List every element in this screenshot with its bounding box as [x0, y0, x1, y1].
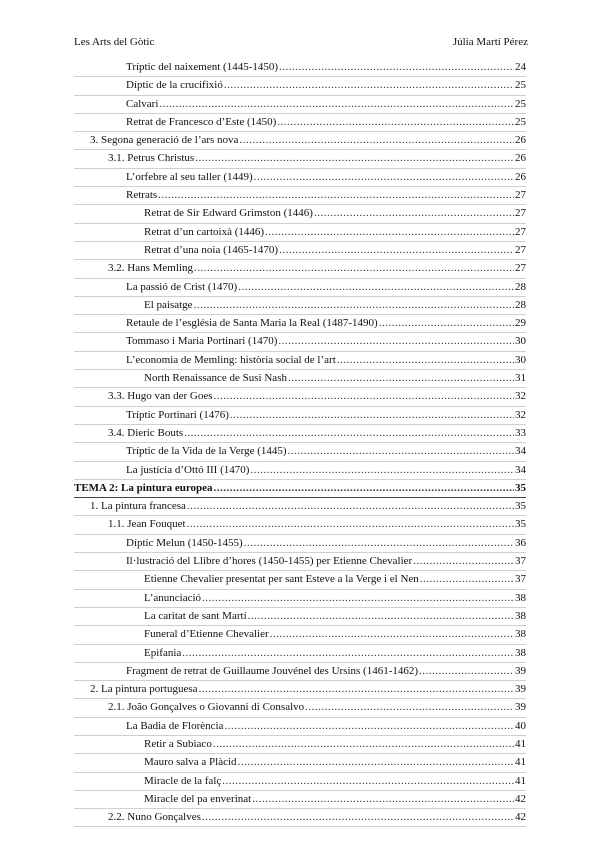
toc-entry-title: Epifania	[144, 646, 182, 659]
toc-entry-title: Tríptic de la Vida de la Verge (1445)	[126, 445, 287, 458]
toc-dot-leader	[230, 407, 514, 424]
toc-page-number: 30	[515, 335, 526, 348]
toc-entry-title: Etienne Chevalier presentat per sant Esteve a la Verge i el Nen	[144, 573, 419, 586]
toc-entry-title: Retir a Subiaco	[144, 737, 212, 750]
toc-dot-leader	[187, 516, 514, 533]
toc-entry-title: L’orfebre al seu taller (1449)	[126, 170, 253, 183]
toc-page-number: 33	[515, 426, 526, 439]
toc-entry-title: La Badia de Florència	[126, 719, 224, 732]
toc-entry-title: Díptic de la crucifixió	[126, 79, 223, 92]
toc-entry-title: La caritat de sant Martí	[144, 609, 247, 622]
toc-page-number: 39	[515, 683, 526, 696]
toc-entry[interactable]	[74, 553, 526, 571]
toc-entry-title: La passió de Crist (1470)	[126, 280, 238, 293]
toc-entry[interactable]	[74, 150, 526, 168]
toc-page-number: 27	[515, 207, 526, 220]
toc-entry-title: Retrat de Francesco d’Este (1450)	[126, 115, 277, 128]
toc-entry-title: Il·lustració del Llibre d’hores (1450-1455) per Etienne Chevalier	[126, 555, 413, 568]
toc-dot-leader	[337, 352, 514, 369]
toc-page-number: 39	[515, 701, 526, 714]
toc-page-number: 34	[515, 445, 526, 458]
toc-dot-leader	[213, 388, 514, 405]
toc-dot-leader	[252, 791, 514, 808]
toc-page-number: 26	[515, 170, 526, 183]
toc-entry[interactable]	[74, 462, 526, 480]
toc-page-number: 27	[515, 225, 526, 238]
toc-entry[interactable]	[74, 370, 526, 388]
toc-dot-leader	[305, 699, 514, 716]
toc-page-number: 28	[515, 280, 526, 293]
toc-dot-leader	[270, 626, 514, 643]
toc-entry[interactable]	[74, 480, 526, 498]
toc-page-number: 24	[515, 61, 526, 73]
toc-dot-leader	[248, 608, 514, 625]
toc-entry-title: 3.1. Petrus Christus	[108, 152, 195, 165]
toc-page-number: 36	[515, 536, 526, 549]
toc-page-number: 35	[515, 518, 526, 531]
toc-entry[interactable]	[74, 260, 526, 278]
toc-page-number: 34	[515, 463, 526, 476]
toc-entry[interactable]	[74, 608, 526, 626]
toc-dot-leader	[288, 370, 514, 387]
toc-dot-leader	[288, 443, 514, 460]
toc-dot-leader	[195, 150, 514, 167]
toc-dot-leader	[277, 114, 514, 131]
toc-page-number: 42	[515, 811, 526, 824]
toc-entry[interactable]	[74, 224, 526, 242]
toc-page-number: 28	[515, 298, 526, 311]
toc-page-number: 32	[515, 408, 526, 421]
toc-dot-leader	[314, 205, 514, 222]
toc-entry-title: TEMA 2: La pintura europea	[74, 481, 213, 494]
toc-page-number: 27	[515, 262, 526, 275]
toc-entry[interactable]	[74, 77, 526, 95]
toc-page-number: 25	[515, 79, 526, 92]
toc-entry-title: Retrat d’un cartoixà (1446)	[144, 225, 265, 238]
toc-entry-title: Funeral d’Etienne Chevalier	[144, 628, 269, 641]
toc-page-number: 35	[515, 481, 526, 494]
toc-entry[interactable]	[74, 663, 526, 681]
toc-page-number: 37	[515, 573, 526, 586]
toc-entry[interactable]	[74, 498, 526, 516]
toc-entry[interactable]	[74, 590, 526, 608]
toc-entry-title: 2.2. Nuno Gonçalves	[108, 811, 201, 824]
toc-dot-leader	[199, 681, 514, 698]
toc-entry-title: Retrat d’una noia (1465-1470)	[144, 243, 279, 256]
toc-entry[interactable]	[74, 205, 526, 223]
toc-entry-title: Díptic Melun (1450-1455)	[126, 536, 243, 549]
toc-entry-title: 2. La pintura portuguesa	[90, 683, 198, 696]
toc-entry-title: 3.2. Hans Memling	[108, 262, 193, 275]
toc-page-number: 27	[515, 189, 526, 202]
toc-entry[interactable]	[74, 791, 526, 809]
toc-entry[interactable]	[74, 407, 526, 425]
toc-dot-leader	[238, 279, 514, 296]
toc-entry[interactable]	[74, 279, 526, 297]
toc-entry[interactable]	[74, 187, 526, 205]
toc-entry-title: Retrat de Sir Edward Grimston (1446)	[144, 207, 313, 220]
document-title: Les Arts del Gòtic	[74, 36, 155, 48]
toc-entry[interactable]	[74, 699, 526, 717]
toc-entry[interactable]	[74, 571, 526, 589]
toc-entry-title: Retaule de l’església de Santa Maria la Real (1487-1490)	[126, 317, 378, 330]
toc-page-number: 26	[515, 134, 526, 147]
toc-dot-leader	[379, 315, 514, 332]
toc-dot-leader	[202, 809, 514, 826]
toc-entry[interactable]	[74, 315, 526, 333]
table-of-contents	[74, 59, 526, 827]
toc-entry-title: 2.1. João Gonçalves o Giovanni di Consalvo	[108, 701, 305, 714]
toc-entry[interactable]	[74, 773, 526, 791]
toc-dot-leader	[222, 773, 514, 790]
toc-page-number: 37	[515, 555, 526, 568]
toc-dot-leader	[202, 590, 514, 607]
toc-page-number: 25	[515, 115, 526, 128]
toc-entry[interactable]	[74, 352, 526, 370]
toc-dot-leader	[194, 297, 514, 314]
toc-page-number: 38	[515, 609, 526, 622]
toc-page-number: 41	[515, 774, 526, 787]
toc-dot-leader	[184, 425, 514, 442]
toc-page-number: 38	[515, 628, 526, 641]
toc-entry[interactable]	[74, 333, 526, 351]
toc-entry-title: La justícia d’Ottó III (1470)	[126, 463, 250, 476]
page-header	[74, 36, 528, 48]
toc-entry-title: Retrats	[126, 189, 158, 202]
toc-page-number: 31	[515, 372, 526, 385]
toc-dot-leader	[214, 480, 514, 497]
toc-page-number: 27	[515, 243, 526, 256]
toc-page-number: 29	[515, 317, 526, 330]
toc-dot-leader	[159, 96, 514, 113]
toc-dot-leader	[420, 571, 514, 588]
toc-page-number: 30	[515, 353, 526, 366]
toc-entry-title: Miracle del pa enverinat	[144, 792, 252, 805]
toc-entry[interactable]	[74, 535, 526, 553]
toc-page-number: 32	[515, 390, 526, 403]
toc-page-number: 26	[515, 152, 526, 165]
toc-entry-title: 1. La pintura francesa	[90, 500, 186, 513]
toc-entry[interactable]	[74, 516, 526, 534]
toc-entry[interactable]	[74, 59, 526, 77]
toc-entry-title: North Renaissance de Susi Nash	[144, 372, 287, 385]
toc-page-number: 35	[515, 500, 526, 513]
toc-entry[interactable]	[74, 736, 526, 754]
toc-dot-leader	[413, 553, 514, 570]
toc-dot-leader	[265, 224, 514, 241]
toc-dot-leader	[239, 132, 514, 149]
toc-dot-leader	[419, 663, 514, 680]
toc-dot-leader	[224, 718, 514, 735]
toc-page-number: 38	[515, 646, 526, 659]
toc-dot-leader	[158, 187, 514, 204]
toc-entry-title: El paisatge	[144, 298, 193, 311]
toc-page-number: 25	[515, 97, 526, 110]
toc-entry-title: Tríptic Portinari (1476)	[126, 408, 229, 421]
author-name: Júlia Martí Pérez	[452, 36, 528, 48]
toc-entry[interactable]	[74, 626, 526, 644]
toc-entry[interactable]	[74, 718, 526, 736]
toc-page-number: 40	[515, 719, 526, 732]
toc-entry-title: 3.3. Hugo van der Goes	[108, 390, 213, 403]
toc-entry[interactable]	[74, 681, 526, 699]
toc-entry[interactable]	[74, 132, 526, 150]
toc-dot-leader	[279, 242, 514, 259]
toc-entry-title: L’anunciació	[144, 591, 202, 604]
toc-entry-title: Miracle de la falç	[144, 774, 222, 787]
toc-dot-leader	[194, 260, 514, 277]
toc-entry-title: Tommaso i Maria Portinari (1470)	[126, 335, 278, 348]
toc-entry[interactable]	[74, 645, 526, 663]
toc-dot-leader	[238, 754, 514, 771]
toc-entry[interactable]	[74, 242, 526, 260]
toc-entry[interactable]	[74, 114, 526, 132]
toc-entry[interactable]	[74, 809, 526, 827]
toc-dot-leader	[250, 462, 514, 479]
toc-entry-title: 3. Segona generació de l’ars nova	[90, 134, 239, 147]
toc-page-number: 42	[515, 792, 526, 805]
toc-entry-title: Tríptic del naixement (1445-1450)	[126, 61, 279, 73]
toc-dot-leader	[224, 77, 514, 94]
toc-entry[interactable]	[74, 297, 526, 315]
toc-entry[interactable]	[74, 169, 526, 187]
toc-page-number: 38	[515, 591, 526, 604]
toc-page-number: 41	[515, 756, 526, 769]
toc-entry[interactable]	[74, 754, 526, 772]
toc-entry-title: 3.4. Dieric Bouts	[108, 426, 184, 439]
toc-entry[interactable]	[74, 425, 526, 443]
toc-dot-leader	[254, 169, 514, 186]
toc-entry-title: Mauro salva a Plàcid	[144, 756, 237, 769]
toc-entry-title: 1.1. Jean Fouquet	[108, 518, 186, 531]
toc-page-number: 39	[515, 664, 526, 677]
toc-dot-leader	[244, 535, 514, 552]
toc-dot-leader	[278, 333, 514, 350]
toc-dot-leader	[187, 498, 514, 515]
toc-entry[interactable]	[74, 96, 526, 114]
toc-dot-leader	[213, 736, 514, 753]
toc-dot-leader	[182, 645, 514, 662]
toc-page-number: 41	[515, 737, 526, 750]
toc-entry-title: L’economia de Memling: història social de l’art	[126, 353, 336, 366]
toc-entry-title: Calvari	[126, 97, 159, 110]
toc-dot-leader	[279, 59, 514, 76]
toc-entry-title: Fragment de retrat de Guillaume Jouvénel des Ursins (1461-1462)	[126, 664, 419, 677]
toc-entry[interactable]	[74, 443, 526, 461]
toc-entry[interactable]	[74, 388, 526, 406]
